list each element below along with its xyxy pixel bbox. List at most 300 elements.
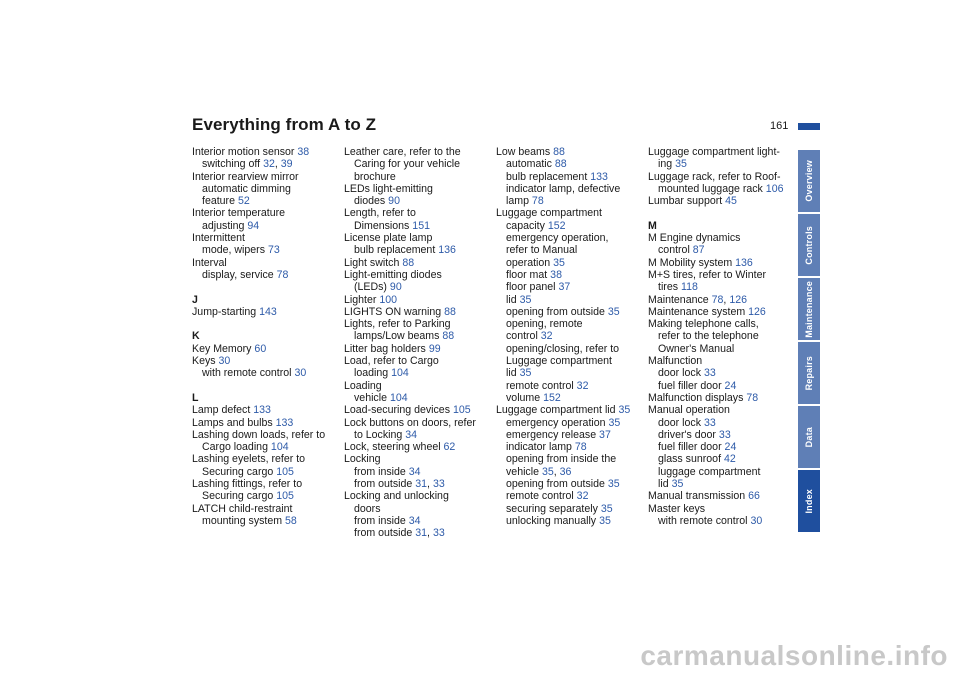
page-link[interactable]: 38 [297,146,310,158]
page-link[interactable]: 78 [276,268,289,281]
page-link[interactable]: 105 [452,404,471,417]
index-subentry [648,515,798,527]
entry-text: LEDs light-emitting [344,182,433,195]
entry-text: brochure [354,170,396,183]
spacer [648,207,798,219]
index-entry [344,490,494,502]
index-entry [344,343,494,355]
index-entry [192,503,342,515]
index-subentry [344,244,494,256]
page-link[interactable]: 99 [428,342,441,355]
entry-text: Light switch [344,256,400,269]
page-link[interactable]: 88 [442,330,455,343]
index-entry [344,232,494,244]
entry-text: from outside [354,527,413,540]
index-subentry [496,453,646,465]
page-link[interactable]: 37 [558,281,571,294]
index-entry [648,232,798,244]
index-subentry [344,515,494,527]
page-link[interactable]: 136 [438,244,456,257]
index-entry [344,355,494,367]
page-link[interactable]: 35 [618,404,631,417]
page-link[interactable]: 106 [765,182,784,195]
entry-text: (LEDs) [354,281,387,294]
entry-text: opening from inside the [506,453,617,466]
index-entry [648,195,798,207]
index-entry [648,490,798,502]
page-link[interactable]: 33 [703,367,716,380]
entry-text: loading [354,367,389,380]
page-link[interactable]: 35 [600,502,613,515]
entry-text: unlocking manually [506,514,597,527]
entry-text: from outside [354,478,413,491]
entry-text: Dimensions [354,219,410,232]
page-link[interactable]: 33 [432,478,445,491]
entry-text: Lighter [344,293,377,306]
entry-text: adjusting [202,219,245,232]
page-link[interactable]: 152 [547,219,566,232]
entry-text: Interior temperature [192,207,286,220]
page-link[interactable]: 32 [576,379,589,392]
index-subentry [496,355,646,367]
entry-text: Load, refer to Cargo [344,355,439,368]
page-link[interactable]: 90 [389,281,402,294]
index-entry [344,269,494,281]
index-letter-heading: L [192,391,199,404]
index-subentry [344,392,494,404]
page-link[interactable]: 105 [276,490,294,503]
index-column-2 [344,146,494,540]
index-subentry [648,429,798,441]
entry-text: Manual transmission [648,490,746,503]
entry-text: vehicle [354,391,387,404]
page-link[interactable]: 118 [680,281,698,294]
entry-text: diodes [354,195,386,208]
tab-label: Index [804,488,814,514]
index-subentry [496,330,646,342]
entry-text: Lock buttons on doors, refer [344,416,476,429]
page-link[interactable]: 126 [729,293,747,306]
entry-text: Lamps and bulbs [192,416,273,429]
entry-text: door lock [658,416,701,429]
page-link[interactable]: 37 [599,428,611,441]
page-link[interactable]: 100 [379,293,398,306]
page-link[interactable]: 34 [405,428,418,441]
page-link[interactable]: 35 [675,158,687,171]
tab-controls[interactable] [798,214,820,276]
tab-label: Overview [804,160,814,202]
index-entry [192,453,342,465]
index-letter-heading: K [192,330,200,343]
tab-data[interactable] [798,406,820,468]
index-subentry [344,330,494,342]
page-link[interactable]: 35 [519,293,532,306]
index-entry [344,404,494,416]
tab-maintenance[interactable] [798,278,820,340]
index-column-3 [496,146,646,527]
index-entry [192,478,342,490]
entry-text: refer to Manual [506,244,578,257]
index-entry [192,207,342,219]
page-link[interactable]: 45 [725,195,737,208]
entry-text: operation [506,256,551,269]
entry-text: opening from outside [506,478,605,491]
index-entry [344,417,494,429]
page-link[interactable]: 133 [275,416,294,429]
index-subentry [648,367,798,379]
page-link[interactable]: 38 [550,268,562,281]
page-link[interactable]: 88 [444,305,456,318]
page-link[interactable]: 36 [559,465,572,478]
entry-text: Luggage compartment light- [648,146,780,158]
page-link[interactable]: 78 [711,293,724,306]
page-link[interactable]: 104 [270,441,289,454]
tab-index[interactable] [798,470,820,532]
index-subentry [344,220,494,232]
entry-text: Intermittent [192,232,245,245]
entry-text: Lashing down loads, refer to [192,428,326,441]
page-link[interactable]: 39 [280,158,293,171]
index-subentry [648,453,798,465]
entry-text: Lashing eyelets, refer to [192,453,306,466]
index-subentry: from outside 31, 33 [354,478,445,491]
index-subentry [496,417,646,429]
index-letter-heading: J [192,293,198,306]
index-entry [496,207,646,219]
index-subentry [648,158,798,170]
entry-text: mounted luggage rack [658,182,763,195]
index-entry [192,417,342,429]
entry-text: Making telephone calls, [648,318,759,331]
page-link[interactable]: 60 [254,342,267,355]
entry-text: bulb replacement [506,170,588,183]
page-number: 161 [770,120,789,132]
page-link[interactable]: 30 [750,514,763,527]
entry-text: Keys [192,355,216,368]
entry-text: Maintenance system [648,305,746,318]
entry-text: from inside [354,465,406,478]
page-link[interactable]: 90 [388,195,400,208]
page-link[interactable]: 88 [553,146,565,158]
page-link[interactable]: 30 [218,355,231,368]
tab-label: Repairs [804,355,814,391]
index-subentry [344,158,494,170]
entry-text: floor panel [506,281,556,294]
page-link[interactable]: 35 [553,256,565,269]
page-link[interactable]: 34 [408,465,421,478]
entry-text: vehicle [506,465,539,478]
index-subentry [496,478,646,490]
page-link[interactable]: 88 [554,158,567,171]
entry-text: lid [506,293,517,306]
index-entry: Maintenance 78, 126 [648,293,747,306]
index-subentry [648,183,798,195]
entry-text: automatic [506,158,552,171]
entry-text: floor mat [506,268,548,281]
page-link[interactable]: 33 [718,428,731,441]
index-entry [648,503,798,515]
page-link[interactable]: 31 [415,527,428,540]
page-link[interactable]: 33 [432,527,445,540]
page-link[interactable]: 78 [746,391,759,404]
entry-text: Luggage compartment [496,207,603,220]
entry-text: ing [658,158,673,171]
index-entry [344,207,494,219]
entry-text: switching off [202,158,261,171]
entry-text: M Mobility system [648,256,733,269]
index-subentry [496,195,646,207]
entry-text: tires [658,281,679,294]
entry-text: Owner's Manual [658,342,735,355]
index-subentry [496,318,646,330]
entry-text: Securing cargo [202,490,274,503]
index-subentry [648,343,798,355]
page-link[interactable]: 73 [267,244,280,257]
index-entry [344,318,494,330]
page-link[interactable]: 35 [671,478,684,491]
index-subentry: from outside 31, 33 [354,527,445,540]
spacer [192,281,342,293]
entry-text: with remote control [202,367,292,380]
entry-text: Maintenance [648,293,709,306]
tab-repairs[interactable] [798,342,820,404]
index-subentry [648,380,798,392]
page-link[interactable]: 151 [412,219,430,232]
entry-text: LIGHTS ON warning [344,305,442,318]
entry-text: Length, refer to [344,207,416,220]
entry-text: Lamp defect [192,404,251,417]
entry-text: Interior rearview mirror [192,170,299,183]
page-link[interactable]: 31 [415,478,428,491]
index-subentry [496,220,646,232]
index-subentry [496,429,646,441]
index-subentry [192,441,342,453]
index-column-1 [192,146,342,527]
entry-text: lid [506,367,517,380]
entry-text: opening, remote [506,318,583,331]
page-link[interactable]: 104 [389,391,408,404]
page-link[interactable]: 35 [607,478,620,491]
index-subentry [192,515,342,527]
entry-text: doors [354,502,381,515]
entry-text: M Engine dynamics [648,232,741,245]
entry-text: Lashing fittings, refer to [192,478,303,491]
entry-text: driver's door [658,428,716,441]
entry-text: Litter bag holders [344,342,426,355]
entry-text: remote control [506,379,574,392]
page-link[interactable]: 133 [253,404,271,417]
index-subentry [496,257,646,269]
page-link[interactable]: 104 [391,367,409,380]
page-link[interactable]: 24 [724,441,737,454]
page-link[interactable]: 105 [276,465,294,478]
entry-text: emergency operation, [506,232,609,245]
entry-text: capacity [506,219,545,232]
index-subentry [496,392,646,404]
index-entry [648,355,798,367]
entry-text: Jump-starting [192,305,257,318]
index-entry [192,355,342,367]
page-link[interactable]: 133 [590,170,608,183]
index-entry [344,183,494,195]
index-subentry [648,244,798,256]
entry-text: feature [202,195,235,208]
page-link[interactable]: 78 [531,195,544,208]
page-link[interactable]: 42 [723,453,736,466]
entry-text: Lumbar support [648,195,723,208]
entry-text: Key Memory [192,342,252,355]
index-subentry [192,367,342,379]
page-title: Everything from A to Z [192,115,377,134]
entry-text: Lights, refer to Parking [344,318,451,331]
entry-text: display, service [202,268,274,281]
entry-text: emergency operation [506,416,606,429]
spacer [192,318,342,330]
index-entry [344,257,494,269]
entry-text: luggage compartment [658,465,761,478]
index-subentry [192,269,342,281]
index-subentry [192,466,342,478]
index-subentry [192,195,342,207]
entry-text: Malfunction displays [648,391,744,404]
page-link[interactable]: 35 [599,514,611,527]
page-link[interactable]: 34 [408,514,421,527]
index-subentry [648,478,798,490]
index-subentry [496,515,646,527]
index-entry [648,306,798,318]
index-letter-heading: M [648,219,657,232]
index-subentry [496,380,646,392]
page-link[interactable]: 62 [443,441,456,454]
index-subentry [344,503,494,515]
entry-text: glass sunroof [658,453,722,466]
index-entry [192,146,342,158]
index-subentry [344,195,494,207]
page-link[interactable]: 35 [541,465,554,478]
entry-text: emergency release [506,428,597,441]
index-subentry [496,183,646,195]
entry-text: volume [506,391,541,404]
page-link[interactable]: 136 [735,256,753,269]
page-link[interactable]: 66 [748,490,760,503]
entry-text: indicator lamp [506,441,572,454]
page-link[interactable]: 32 [576,490,589,503]
entry-text: Light-emitting diodes [344,268,442,281]
entry-text: with remote control [658,514,748,527]
entry-text: lamp [506,195,529,208]
entry-text: from inside [354,514,406,527]
entry-text: control [658,244,690,257]
page-link[interactable]: 88 [402,256,415,269]
index-subentry [192,490,342,502]
index-entry [192,257,342,269]
entry-text: control [506,330,538,343]
tab-label: Data [804,426,814,448]
index-subentry [496,367,646,379]
index-entry [648,404,798,416]
entry-text: Locking and unlocking [344,490,449,503]
index-entry [648,146,798,158]
index-subentry [648,417,798,429]
page-link[interactable]: 24 [724,379,737,392]
index-subentry [496,294,646,306]
entry-text: License plate lamp [344,232,433,245]
index-entry [192,306,342,318]
tab-label: Maintenance [804,280,814,338]
page-link[interactable]: 52 [237,195,250,208]
index-entry [344,441,494,453]
entry-text: M+S tires, refer to Winter [648,268,767,281]
page-link[interactable]: 35 [519,367,532,380]
page-link[interactable]: 78 [574,441,587,454]
page-link[interactable]: 94 [247,219,260,232]
index-subentry [344,466,494,478]
page-link[interactable]: 35 [607,305,620,318]
entry-text: Interior motion sensor [192,146,295,158]
tab-overview[interactable] [798,150,820,212]
entry-text: Securing cargo [202,465,274,478]
entry-text: remote control [506,490,574,503]
index-entry [496,404,646,416]
index-subentry [344,367,494,379]
entry-text: opening from outside [506,305,605,318]
page-link[interactable]: 126 [748,305,766,318]
page-link[interactable]: 143 [259,305,277,318]
entry-text: bulb replacement [354,244,436,257]
entry-text: Interval [192,256,227,269]
index-subentry: switching off 32, 39 [202,158,293,171]
index-entry [192,171,342,183]
index-entry [192,404,342,416]
index-entry [648,318,798,330]
index-entry [192,232,342,244]
entry-text: lid [658,478,669,491]
index-entry [648,257,798,269]
entry-text: fuel filler door [658,379,722,392]
index-entry [192,429,342,441]
entry-text: lamps/Low beams [354,330,440,343]
index-subentry [496,171,646,183]
page-link[interactable]: 33 [703,416,716,429]
page-link[interactable]: 58 [285,514,297,527]
index-subentry: vehicle 35, 36 [506,465,572,478]
entry-text: opening/closing, refer to [506,342,620,355]
index-subentry [496,441,646,453]
entry-text: Locking [344,453,381,466]
page-link[interactable]: 87 [692,244,705,257]
page-link[interactable]: 32 [263,158,275,171]
page-link[interactable]: 32 [540,330,553,343]
index-subentry [344,429,494,441]
entry-text: to Locking [354,428,403,441]
index-subentry [496,306,646,318]
index-subentry [648,441,798,453]
entry-text: Cargo loading [202,441,268,454]
entry-text: Load-securing devices [344,404,450,417]
index-subentry [496,244,646,256]
index-entry [648,392,798,404]
page-link[interactable]: 30 [294,367,307,380]
index-subentry [496,281,646,293]
entry-text: Luggage rack, refer to Roof- [648,170,781,183]
page-link[interactable]: 152 [543,391,561,404]
entry-text: Caring for your vehicle [354,158,460,171]
page-link[interactable]: 35 [608,416,621,429]
entry-text: Luggage compartment lid [496,404,616,417]
entry-text: automatic dimming [202,182,291,195]
index-subentry [496,490,646,502]
index-subentry [648,466,798,478]
